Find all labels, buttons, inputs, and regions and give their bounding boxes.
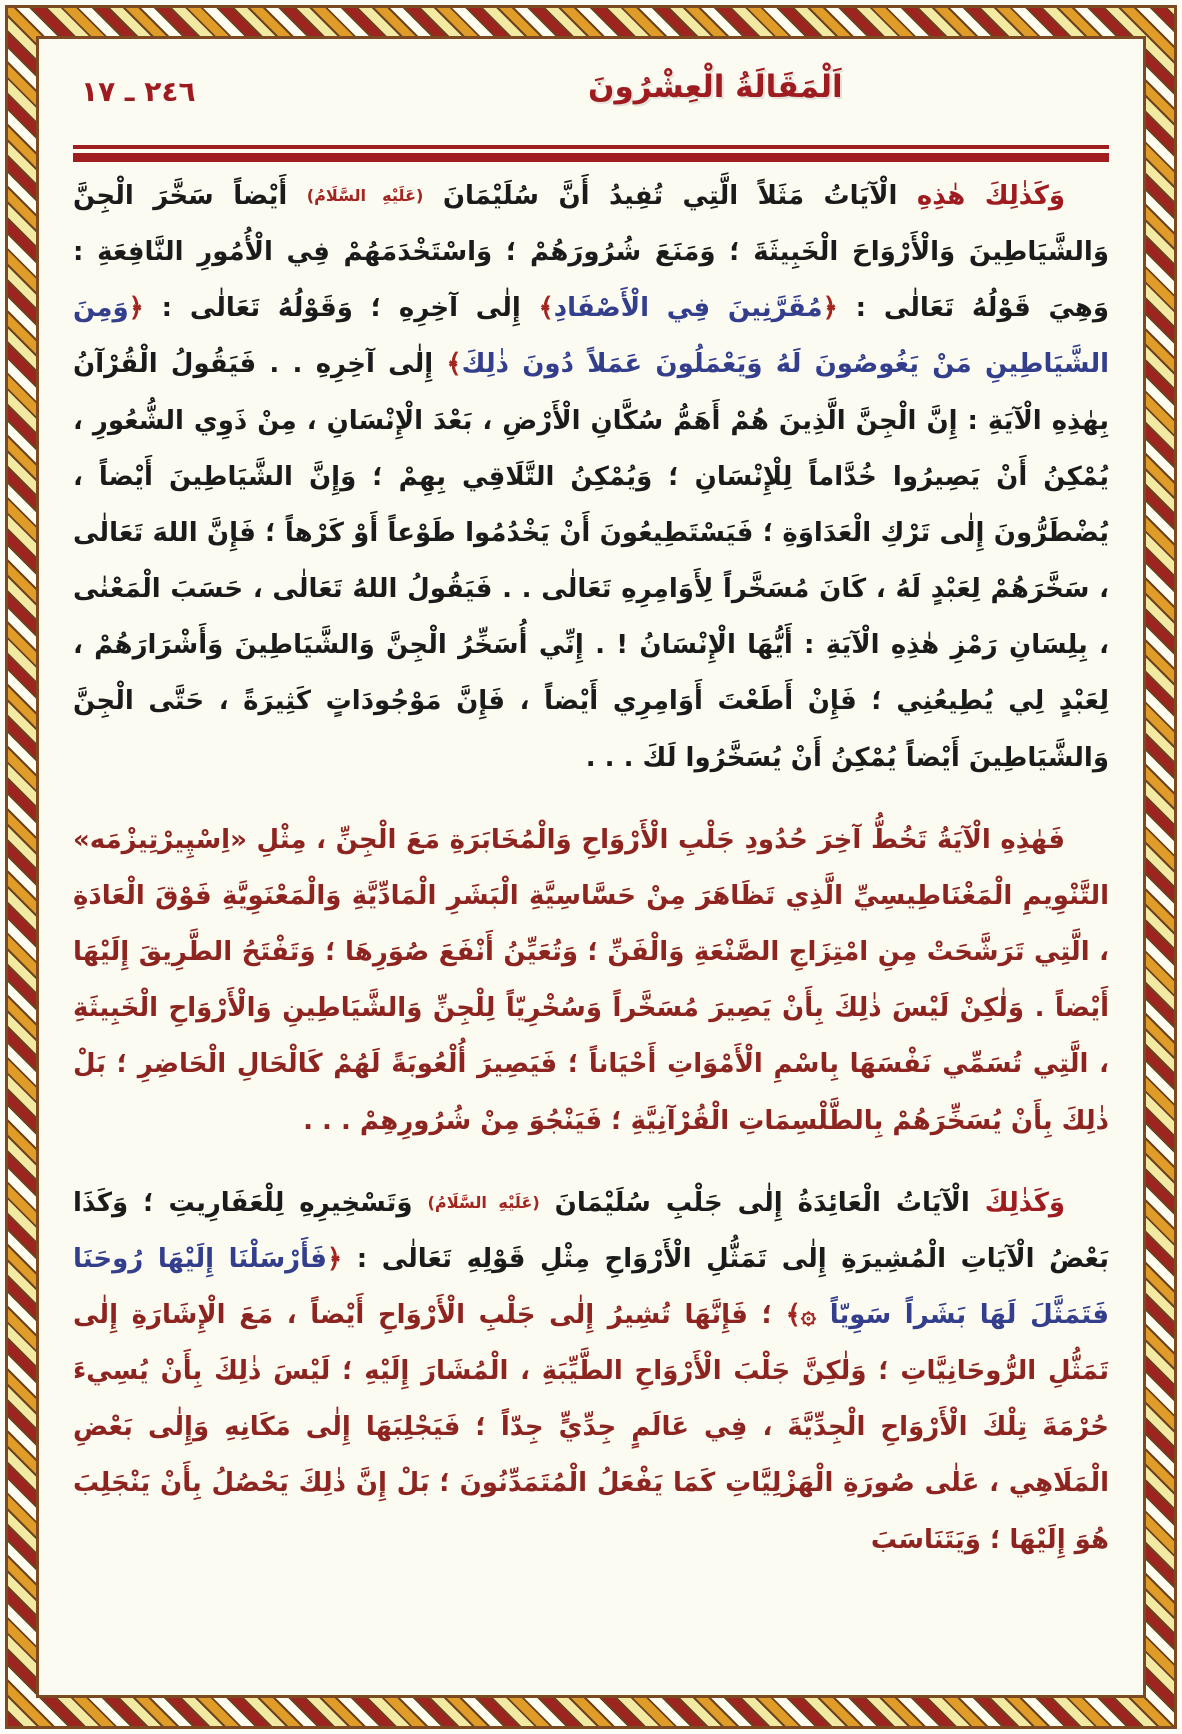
text-segment: فَهٰذِهِ الْآيَةُ تَخُطُّ آخِرَ حُدُودِ جَلْبِ الْأَرْوَاحِ وَالْمُخَابَرَةِ مَعَ الْجِنِّ ، مِثْلِ «اِسْپِيرْتِيزْمَه» التَّنْوِيمِ الْمَغْنَاطِيسِيِّ الَّذِي تَظَاهَرَ مِنْ حَسَّاسِيَّةِ الْبَشَرِ الْمَادِّيَّةِ وَالْمَعْنَوِيَّةِ فَوْقَ الْعَادَةِ ، الَّتِي تَرَشَّحَتْ مِنِ امْتِزَاجِ الصَّنْعَةِ وَالْفَنِّ ؛ وَتُعَيِّنُ أَنْفَعَ صُوَرِهَا ؛ وَتَفْتَحُ الطَّرِيقَ إِلَيْهَا أَيْضاً . وَلٰكِنْ لَيْسَ ذٰلِكَ بِأَنْ يَصِيرَ مُسَخَّراً وَسُخْرِيّاً لِلْجِنِّ وَالشَّيَاطِينِ وَالْأَرْوَاحِ الْخَبِيثَةِ ، الَّتِي تُسَمِّي نَفْسَهَا بِاسْمِ الْأَمْوَاتِ أَحْيَاناً ؛ فَيَصِيرَ أُلْعُوبَةً لَهُمْ كَالْحَالِ الْحَاضِرِ ؛ بَلْ ذٰلِكَ بِأَنْ يُسَخِّرَهُمْ بِالطَّلْسِمَاتِ الْقُرْآنِيَّةِ ؛ فَيَنْجُوَ مِنْ شُرُورِهِمْ . . . <box>73 824 1109 1136</box>
paragraph-3 <box>73 1175 1109 1568</box>
page-number: ٢٤٦ ـ ١٧ <box>81 75 196 108</box>
document-body <box>73 168 1109 1568</box>
text-segment: الْآيَاتُ الْعَائِدَةُ إِلٰى جَلْبِ سُلَيْمَانَ <box>539 1187 970 1218</box>
quran-bracket-icon: ﴿ <box>128 293 144 324</box>
text-segment: وَمِنَ الشَّيَاطِينِ مَنْ يَغُوصُونَ لَهُ وَيَعْمَلُونَ عَمَلاً دُونَ ذٰلِكَ <box>73 293 1109 380</box>
page-sheet <box>36 36 1146 1698</box>
alayhissalam-mark: (عَلَيْهِ السَّلَامُ) <box>427 1192 540 1212</box>
quran-bracket-icon: ﴿ <box>822 293 838 324</box>
quran-bracket-icon: ﴾ <box>446 349 462 380</box>
text-segment: ؛ فَإِنَّهَا تُشِيرُ إِلٰى جَلْبِ الْأَرْوَاحِ أَيْضاً ، مَعَ الْإِشَارَةِ إِلٰى تَمَثُّلِ الرُّوحَانِيَّاتِ ؛ وَلٰكِنَّ جَلْبَ الْأَرْوَاحِ الطَّيِّبَةِ ، الْمُشَارَ إِلَيْهِ ؛ لَيْسَ ذٰلِكَ بِأَنْ يُسِيءَ حُرْمَةَ تِلْكَ الْأَرْوَاحِ الْجِدِّيَّةَ ، فِي عَالَمٍ جِدِّيٍّ جِدّاً ؛ فَيَجْلِبَهَا إِلٰى مَكَانِهِ وَإِلٰى بَعْضِ الْمَلَاهِي ، عَلٰى صُورَةِ الْهَزْلِيَّاتِ كَمَا يَفْعَلُ الْمُتَمَدِّنُونَ ؛ بَلْ إِنَّ ذٰلِكَ يَحْصُلُ بِأَنْ يَنْجَلِبَ هُوَ إِلَيْهَا ؛ وَيَتَنَاسَبَ <box>73 1299 1109 1555</box>
decorative-chain-border <box>5 5 1177 1729</box>
paragraph-2 <box>73 812 1109 1149</box>
quran-bracket-icon: ﴾ <box>538 293 554 324</box>
text-segment: وَكَذٰلِكَ <box>969 1187 1066 1218</box>
divider-thin-rule <box>73 145 1109 149</box>
header-divider <box>73 145 1109 162</box>
alayhissalam-mark: (عَلَيْهِ السَّلَامُ) <box>306 186 424 205</box>
text-segment: مُقَرَّنِينَ فِي الْأَصْفَادِ <box>553 293 823 324</box>
ayah-end-ornament-icon: ۞ <box>800 1299 817 1330</box>
page-title: اَلْمَقَالَةُ الْعِشْرُونَ <box>588 69 843 105</box>
page-header <box>73 65 1109 131</box>
text-segment: إِلٰى آخِرِهِ . . فَيَقُولُ الْقُرْآنُ بِهٰذِهِ الْآيَةِ : إِنَّ الْجِنَّ الَّذِينَ هُمْ أَهَمُّ سُكَّانِ الْأَرْضِ ، بَعْدَ الْإِنْسَانِ ، مِنْ ذَوِي الشُّعُورِ ، يُمْكِنُ أَنْ يَصِيرُوا خُدَّاماً لِلْإِنْسَانِ ؛ وَيُمْكِنُ التَّلَاقِي بِهِمْ ؛ وَإِنَّ الشَّيَاطِينَ أَيْضاً ، يُضْطَرُّونَ إِلٰى تَرْكِ الْعَدَاوَةِ ؛ فَيَسْتَطِيعُونَ أَنْ يَخْدُمُوا طَوْعاً أَوْ كَرْهاً ؛ فَإِنَّ اللهَ تَعَالٰى ، سَخَّرَهُمْ لِعَبْدٍ لَهُ ، كَانَ مُسَخَّراً لِأَوَامِرِهِ تَعَالٰى . . فَيَقُولُ اللهُ تَعَالٰى ، حَسَبَ الْمَعْنٰى ، بِلِسَانِ رَمْزِ هٰذِهِ الْآيَةِ : أَيُّهَا الْإِنْسَانُ ! . إِنِّي أُسَخِّرُ الْجِنَّ وَالشَّيَاطِينَ وَأَشْرَارَهُمْ ، لِعَبْدٍ لِي يُطِيعُنِي ؛ فَإِنْ أَطَعْتَ أَوَامِرِي أَيْضاً ، فَإِنَّ مَوْجُودَاتٍ كَثِيرَةً ، حَتَّى الْجِنَّ وَالشَّيَاطِينَ أَيْضاً يُمْكِنُ أَنْ يُسَخَّرُوا لَكَ . . . <box>73 349 1109 773</box>
divider-thick-rule <box>73 153 1109 162</box>
text-segment: الْآيَاتُ مَثَلاً الَّتِي تُفِيدُ أَنَّ سُلَيْمَانَ <box>423 181 898 211</box>
text-segment: وَكَذٰلِكَ هٰذِهِ <box>897 181 1066 211</box>
text-segment: إِلٰى آخِرِهِ ؛ وَقَوْلُهُ تَعَالٰى : <box>143 293 539 324</box>
text-segment: أَيْضاً سَخَّرَ الْجِنَّ وَالشَّيَاطِينَ وَالْأَرْوَاحَ الْخَبِيثَةَ ؛ وَمَنَعَ شُرُورَهُمْ ؛ وَاسْتَخْدَمَهُمْ فِي الْأُمُورِ النَّافِعَةِ : وَهِيَ قَوْلُهُ تَعَالٰى : <box>73 181 1109 324</box>
quran-bracket-icon: ﴾ <box>785 1299 801 1330</box>
text-segment: وَتَسْخِيرِهِ لِلْعَفَارِيتِ ؛ وَكَذَا بَعْضُ الْآيَاتِ الْمُشِيرَةِ إِلٰى تَمَثُّلِ الْأَرْوَاحِ مِثْلِ قَوْلِهِ تَعَالٰى : <box>73 1187 1109 1274</box>
paragraph-1 <box>73 168 1109 786</box>
text-segment: فَأَرْسَلْنَا إِلَيْهَا رُوحَنَا فَتَمَثَّلَ لَهَا بَشَراً سَوِيّاً <box>73 1243 1109 1330</box>
quran-bracket-icon: ﴿ <box>326 1243 343 1274</box>
